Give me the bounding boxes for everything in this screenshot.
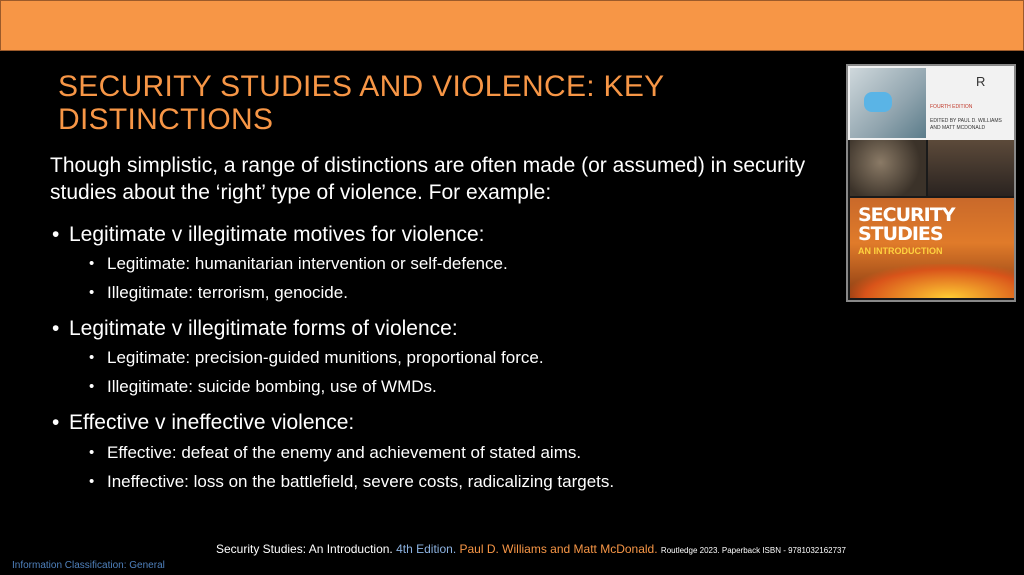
book-citation: Security Studies: An Introduction. 4th Edition. Paul D. Williams and Matt McDonald. Routledge 2023. Paperback ISBN - 9781032162737 (216, 542, 846, 556)
sub-bullet: • Ineffective: loss on the battlefield, severe costs, radicalizing targets. (89, 471, 614, 493)
book-cover-image (846, 64, 1016, 302)
intro-paragraph: Though simplistic, a range of distinctions are often made (or assumed) in security studies about the ‘right’ type of violence. For example: (50, 154, 806, 204)
slide-title: SECURITY STUDIES AND VIOLENCE: KEY DISTINCTIONS (58, 70, 664, 136)
cover-edition: FOURTH EDITION (930, 104, 973, 110)
sub-bullet: • Effective: defeat of the enemy and achievement of stated aims. (89, 442, 581, 464)
classification-label: Information Classification: General (12, 560, 165, 571)
bullet-forms: • Legitimate v illegitimate forms of violence: (52, 316, 458, 342)
bullet-effectiveness: • Effective v ineffective violence: (52, 410, 354, 436)
cover-title: SECURITY STUDIES (858, 204, 955, 245)
bullet-motives: • Legitimate v illegitimate motives for violence: (52, 222, 485, 248)
cover-editors: EDITED BY PAUL D. WILLIAMS AND MATT MCDONALD (930, 118, 1002, 131)
cover-subtitle: AN INTRODUCTION (858, 246, 943, 256)
header-bar (0, 0, 1024, 51)
sub-bullet: • Legitimate: precision-guided munitions, proportional force. (89, 347, 544, 369)
sub-bullet: • Illegitimate: terrorism, genocide. (89, 282, 348, 304)
sub-bullet: • Legitimate: humanitarian intervention or self-defence. (89, 253, 508, 275)
sub-bullet: • Illegitimate: suicide bombing, use of WMDs. (89, 376, 437, 398)
publisher-logo: R (976, 74, 986, 89)
